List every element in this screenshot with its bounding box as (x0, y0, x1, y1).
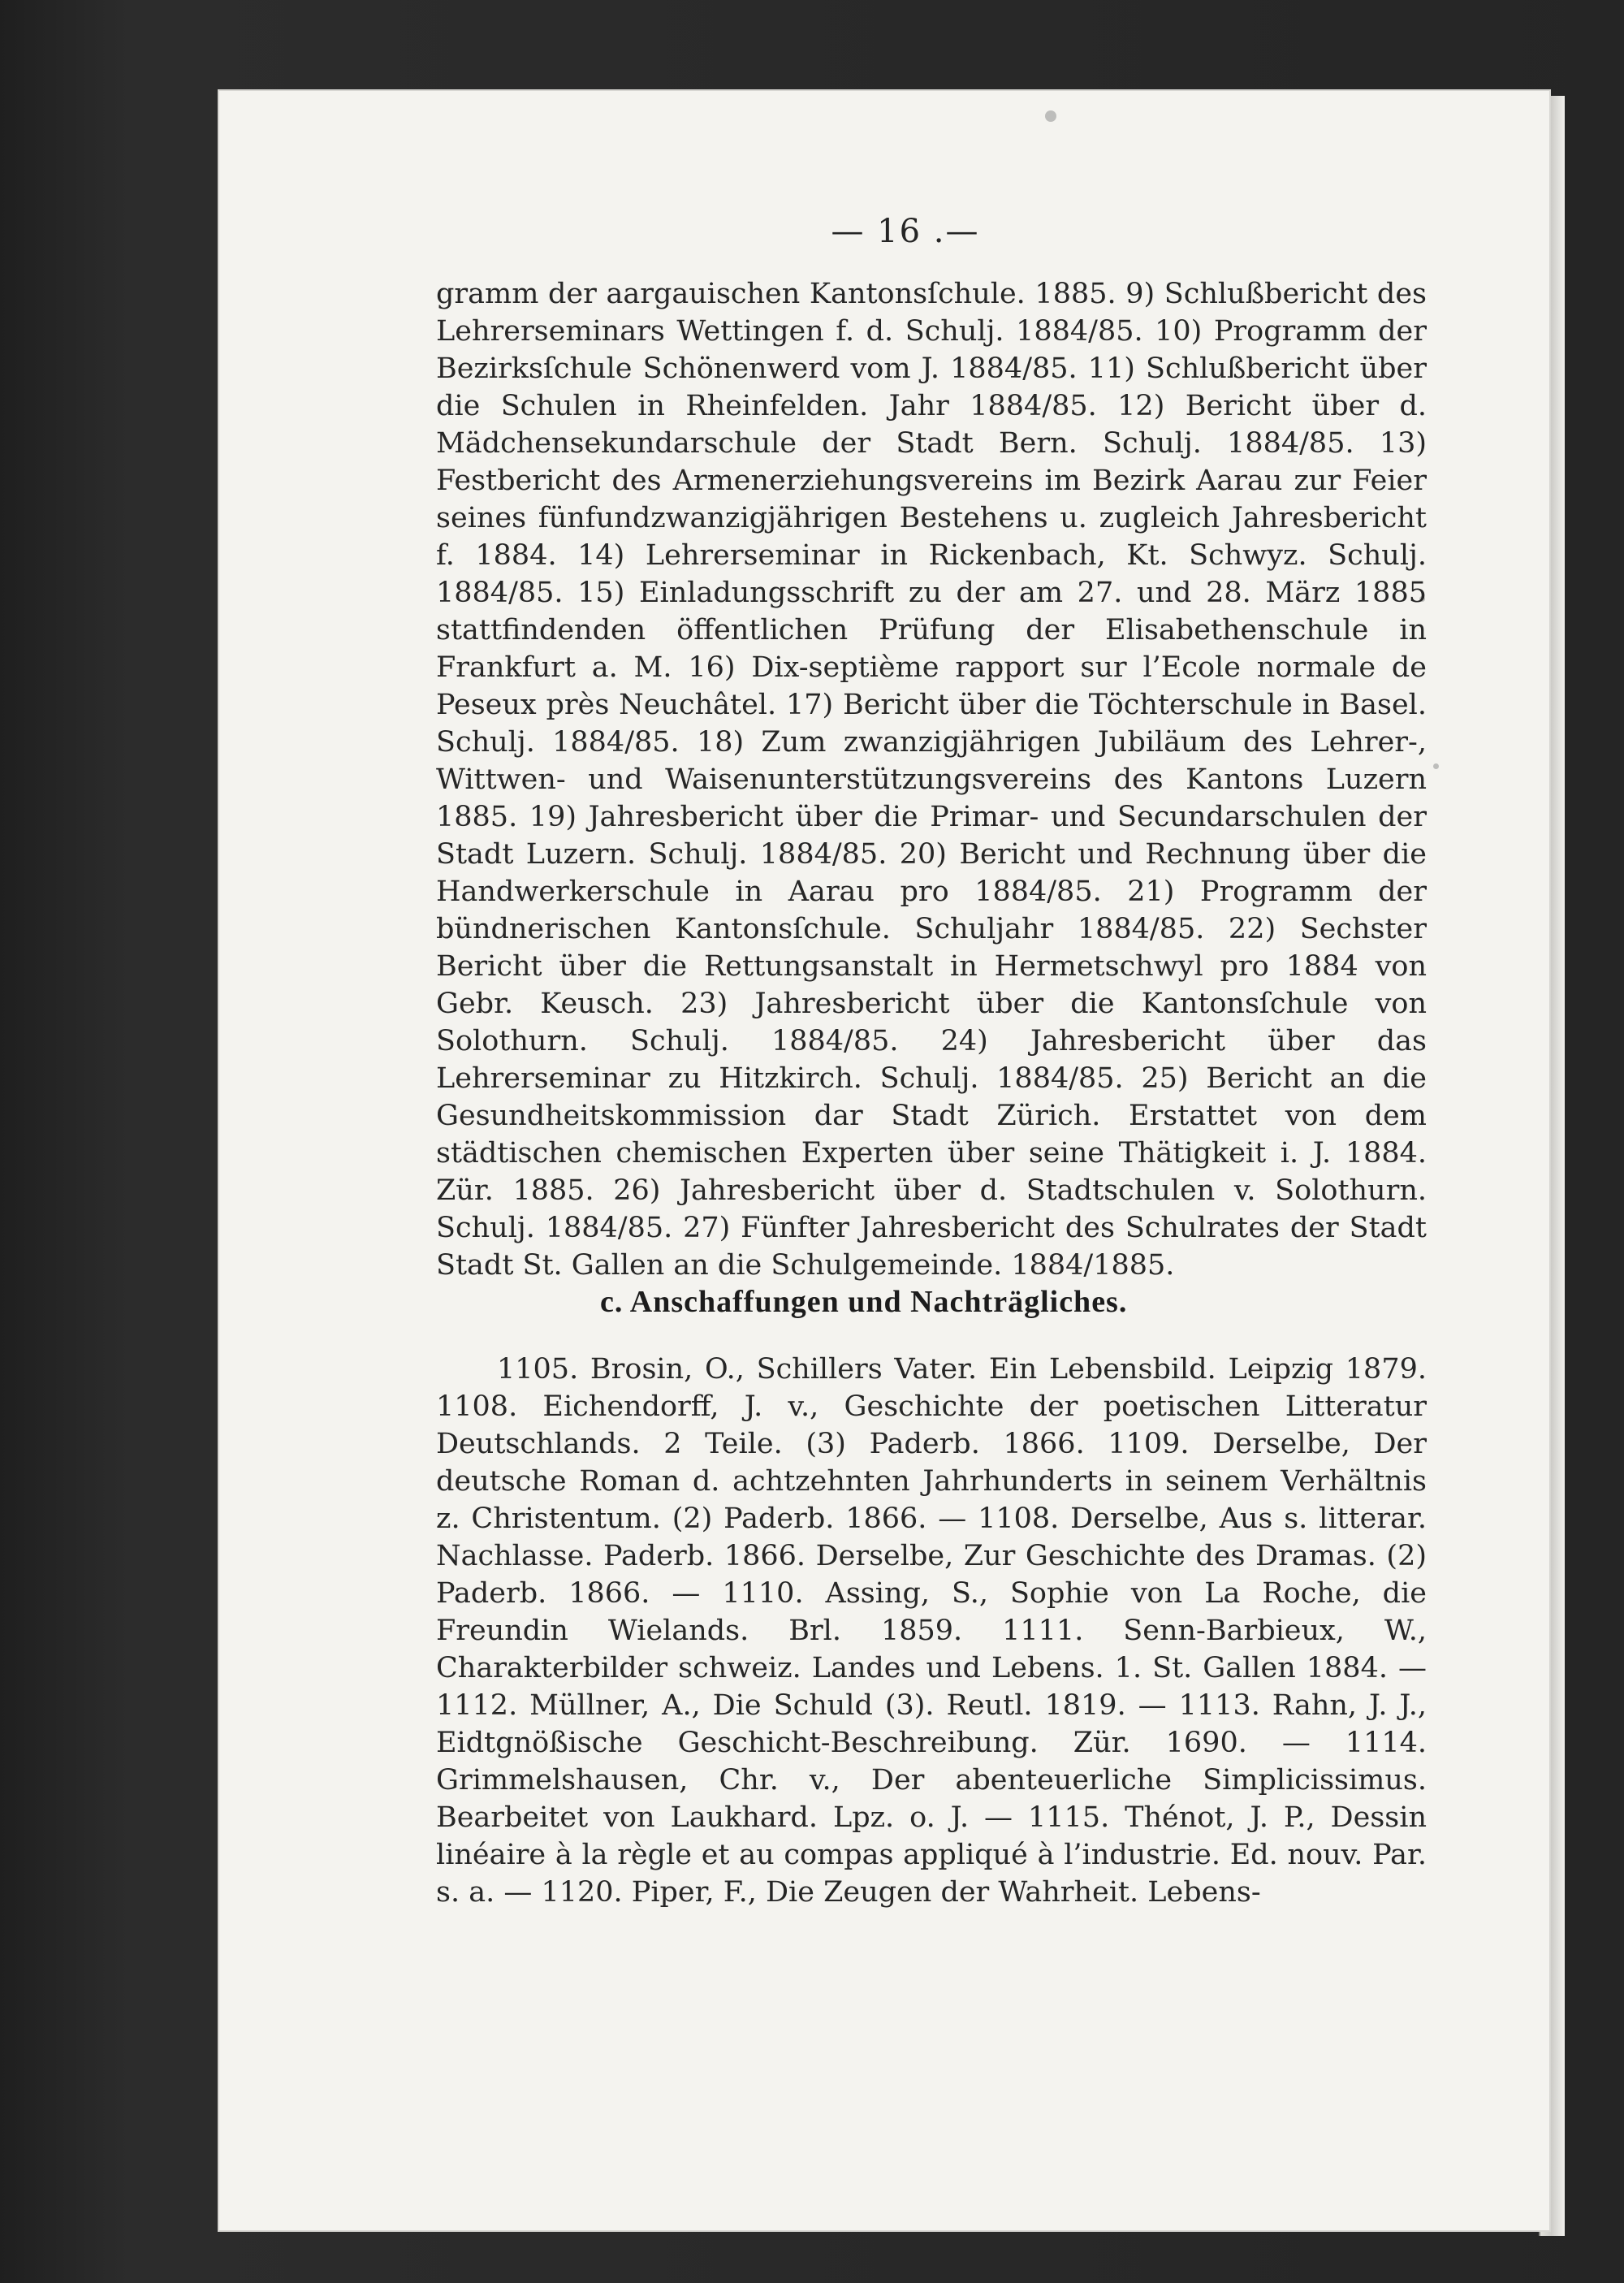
paper-spot (1433, 763, 1439, 769)
entries-block (436, 1351, 1427, 1911)
entries-paragraph: 1105. Brosin, O., Schillers Vater. Ein Lebensbild. Leipzig 1879. 1108. Eichendorff, J. v., Geschichte der poetischen Litteratur Deutschlands. 2 Teile. (3) Paderb. 1866. 1109. Derselbe, Der deutsche Roman d. achtzehnten Jahrhunderts in seinem Verhältnis z. Christentum. (2) Paderb. 1866. — 1108. Derselbe, Aus s. litterar. Nachlasse. Paderb. 1866. Derselbe, Zur Geschichte des Dramas. (2) Paderb. 1866. — 1110. Assing, S., Sophie von La Roche, die Freundin Wielands. Brl. 1859. 1111. Senn-Barbieux, W., Charakterbilder schweiz. Landes und Lebens. 1. St. Gallen 1884. — 1112. Müllner, A., Die Schuld (3). Reutl. 1819. — 1113. Rahn, J. J., Eidtgnößische Geschicht-Beschreibung. Zür. 1690. — 1114. Grimmelshausen, Chr. v., Der abenteuerliche Simplicissimus. Bearbeitet von Laukhard. Lpz. o. J. — 1115. Thénot, J. P., Dessin linéaire à la règle et au compas appliqué à l’industrie. Ed. nouv. Par. s. a. — 1120. Piper, F., Die Zeugen der Wahrheit. Lebens- (436, 1353, 1427, 1909)
main-text-block (436, 275, 1427, 1284)
page-number: — 16 .— (831, 213, 980, 250)
paper-spot (1045, 110, 1056, 122)
body-paragraph: gramm der aargauischen Kantonsſchule. 1885. 9) Schlußbericht des Lehrerseminars Wettingen f. d. Schulj. 1884/85. 10) Programm der Bezirksſchule Schönenwerd vom J. 1884/85. 11) Schlußbericht über die Schulen in Rheinfelden. Jahr 1884/85. 12) Bericht über d. Mädchensekundarschule der Stadt Bern. Schulj. 1884/85. 13) Festbericht des Armenerziehungsvereins im Bezirk Aarau zur Feier seines fünfundzwanzigjährigen Bestehens u. zugleich Jahresbericht f. 1884. 14) Lehrerseminar in Rickenbach, Kt. Schwyz. Schulj. 1884/85. 15) Einladungsschrift zu der am 27. und 28. März 1885 stattfindenden öffentlichen Prüfung der Elisabethenschule in Frankfurt a. M. 16) Dix-septième rapport sur l’Ecole normale de Peseux près Neuchâtel. 17) Bericht über die Töchterschule in Basel. Schulj. 1884/85. 18) Zum zwanzigjährigen Jubiläum des Lehrer-, Wittwen- und Waisenunterstützungsvereins des Kantons Luzern 1885. 19) Jahresbericht über die Primar- und Secundarschulen der Stadt Luzern. Schulj. 1884/85. 20) Bericht und Rechnung über die Handwerkerschule in Aarau pro 1884/85. 21) Programm der bündnerischen Kantonsſchule. Schuljahr 1884/85. 22) Sechster Bericht über die Rettungsanstalt in Hermetschwyl pro 1884 von Gebr. Keusch. 23) Jahresbericht über die Kantonsſchule von Solothurn. Schulj. 1884/85. 24) Jahresbericht über das Lehrerseminar zu Hitzkirch. Schulj. 1884/85. 25) Bericht an die Gesundheitskommission dar Stadt Zürich. Erstattet von dem städtischen chemischen Experten über seine Thätigkeit i. J. 1884. Zür. 1885. 26) Jahresbericht über d. Stadtschulen v. Solothurn. Schulj. 1884/85. 27) Fünfter Jahresbericht des Schulrates der Stadt Stadt St. Gallen an die Schulgemeinde. 1884/1885. (436, 278, 1427, 1282)
section-heading: c. Anschaffungen und Nachträgliches. (600, 1285, 1128, 1319)
